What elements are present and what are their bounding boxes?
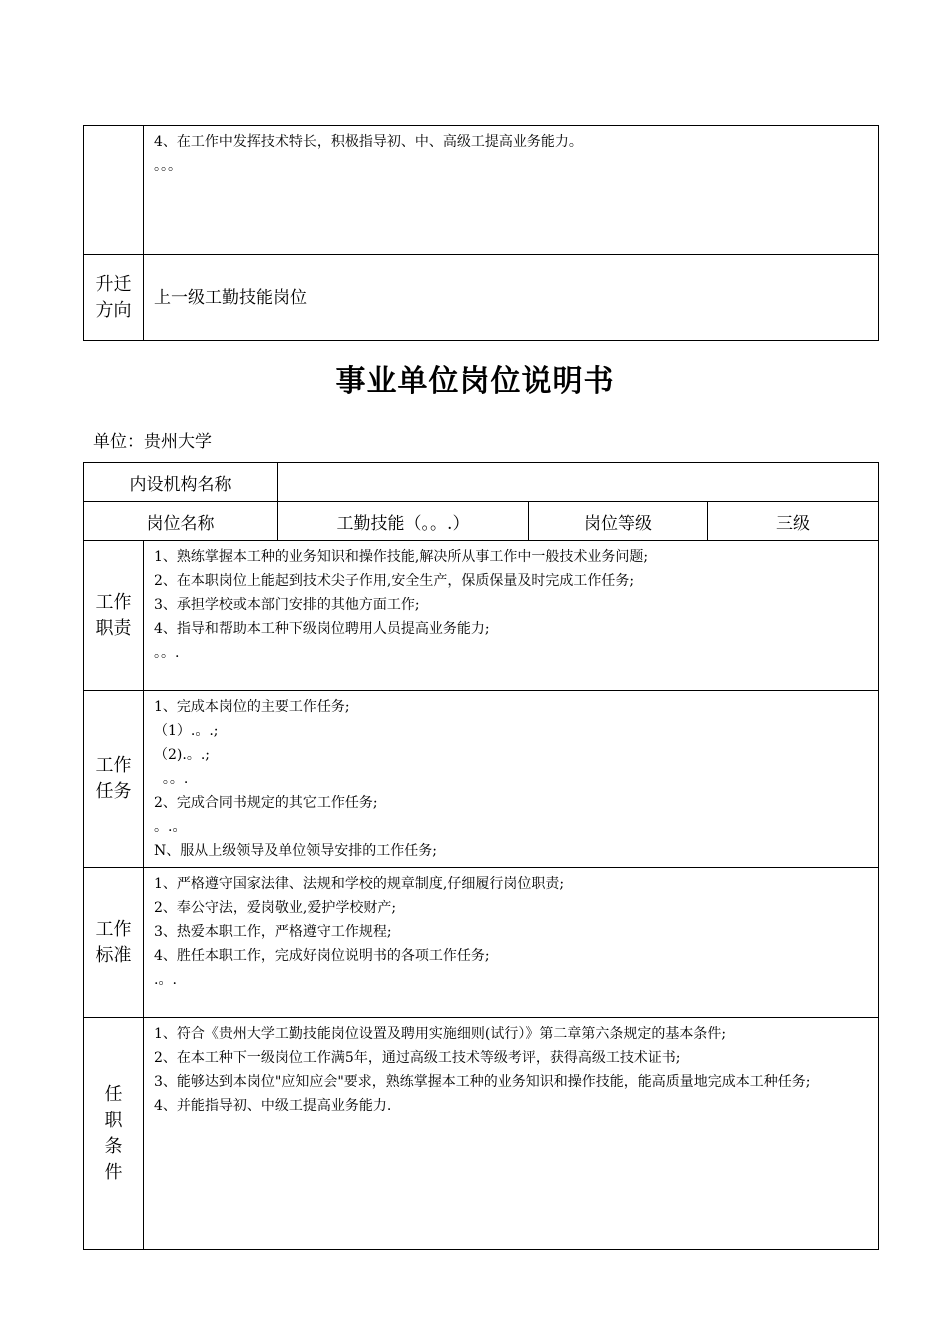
section-row-duties <box>84 541 879 691</box>
org-label: 内设机构名称 <box>84 463 278 502</box>
promotion-label: 升迁方向 <box>84 255 144 341</box>
duty-continuation-content <box>144 126 879 255</box>
section-content <box>144 1018 879 1250</box>
section-content <box>144 691 879 868</box>
content-line: 。。. <box>154 771 189 787</box>
document-title: 事业单位岗位说明书 <box>335 364 615 399</box>
content-line: （1）.。.; <box>154 723 219 739</box>
post-row <box>84 502 879 541</box>
section-row-tasks <box>84 691 879 868</box>
content-line: 2、在本职岗位上能起到技术尖子作用,安全生产，保质保量及时完成工作任务; <box>154 573 635 589</box>
content-line: 1、符合《贵州大学工勤技能岗位设置及聘用实施细则(试行）》第二章第六条规定的基本条件; <box>154 1026 727 1042</box>
section-content <box>144 541 879 691</box>
content-line: 。.。 <box>154 819 187 835</box>
content-line: 。。. <box>154 645 180 661</box>
content-line: 3、承担学校或本部门安排的其他方面工作; <box>154 597 420 613</box>
org-value <box>278 463 879 502</box>
post-name-value: 工勤技能（。。.） <box>278 502 529 541</box>
content-line: 1、完成本岗位的主要工作任务; <box>154 699 350 715</box>
empty-label-cell <box>84 126 144 255</box>
content-line: N、服从上级领导及单位领导安排的工作任务; <box>154 843 437 859</box>
promotion-row <box>84 255 879 341</box>
section-row-qualifications <box>84 1018 879 1250</box>
content-line: （2).。.; <box>154 747 210 763</box>
content-line: 1、严格遵守国家法律、法规和学校的规章制度,仔细履行岗位职责; <box>154 876 565 892</box>
duty-continuation-row <box>84 126 879 255</box>
content-line: 1、熟练掌握本工种的业务知识和操作技能,解决所从事工作中一般技术业务问题; <box>154 549 649 565</box>
section-row-standards <box>84 868 879 1018</box>
section-label: 工作标准 <box>84 868 144 1018</box>
section-label: 工作职责 <box>84 541 144 691</box>
post-level-value: 三级 <box>708 502 879 541</box>
content-line: 2、奉公守法，爱岗敬业,爱护学校财产; <box>154 900 397 916</box>
section-label: 工作任务 <box>84 691 144 868</box>
continuation-table <box>83 125 879 341</box>
content-line: 2、在本工种下一级岗位工作满5年，通过高级工技术等级考评，获得高级工技术证书; <box>154 1050 681 1066</box>
content-line: 2、完成合同书规定的其它工作任务; <box>154 795 378 811</box>
section-content <box>144 868 879 1018</box>
promotion-value: 上一级工勤技能岗位 <box>144 255 879 341</box>
content-line: .。. <box>154 972 177 988</box>
content-line: 。。。 <box>154 158 182 174</box>
content-line: 3、热爱本职工作，严格遵守工作规程; <box>154 924 392 940</box>
unit-label: 单位：贵州大学 <box>93 432 212 452</box>
content-line: 4、胜任本职工作，完成好岗位说明书的各项工作任务; <box>154 948 490 964</box>
post-level-label: 岗位等级 <box>529 502 708 541</box>
content-line: 4、并能指导初、中级工提高业务能力. <box>154 1098 392 1114</box>
content-line: 4、在工作中发挥技术特长，积极指导初、中、高级工提高业务能力。 <box>154 134 583 150</box>
content-line: 3、能够达到本岗位"应知应会"要求，熟练掌握本工种的业务知识和操作技能，能高质量地完成本工种任务; <box>154 1074 811 1090</box>
post-name-label: 岗位名称 <box>84 502 278 541</box>
section-label: 任职条件 <box>84 1018 144 1250</box>
content-line: 4、指导和帮助本工种下级岗位聘用人员提高业务能力; <box>154 621 490 637</box>
org-row <box>84 463 879 502</box>
post-description-table <box>83 462 879 1250</box>
